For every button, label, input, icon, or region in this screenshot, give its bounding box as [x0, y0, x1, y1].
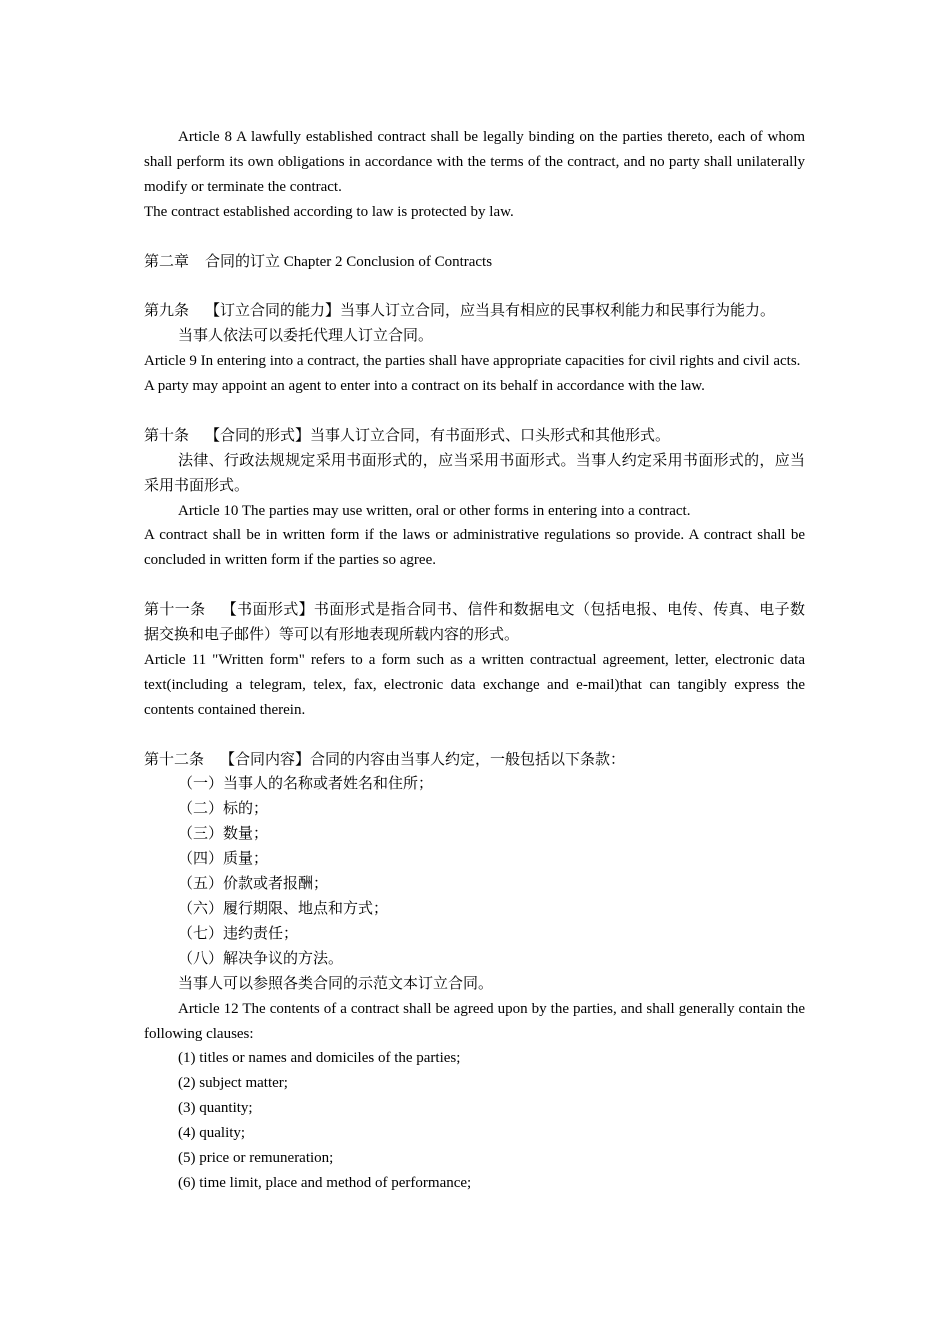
- article-12-zh-paragraph-2: 当事人可以参照各类合同的示范文本订立合同。: [178, 975, 494, 992]
- list-item: （二）标的；: [178, 801, 269, 818]
- article-8-en-paragraph-1: Article 8 A lawfully established contract shall be legally binding on the parties thereto, each of whom shall perform its own obligations in accordance with the terms of the contract, and no party shall unilaterally modify or terminate the contract.: [144, 129, 805, 195]
- article-text: 【合同的形式】当事人订立合同，有书面形式、口头形式和其他形式。: [205, 427, 671, 444]
- list-item: (4) quality;: [178, 1125, 246, 1142]
- article-9-en-paragraph-1: Article 9 In entering into a contract, the parties shall have appropriate capacities for civil rights and civil acts.: [144, 353, 801, 370]
- document-page: [144, 125, 805, 1196]
- article-text: 【合同内容】合同的内容由当事人约定，一般包括以下条款：: [220, 751, 626, 768]
- article-number: 第十一条: [144, 602, 206, 619]
- article-number: 第十条: [144, 427, 190, 444]
- list-item: （六）履行期限、地点和方式；: [178, 901, 389, 918]
- article-9-en-paragraph-2: A party may appoint an agent to enter into a contract on its behalf in accordance with the law.: [144, 378, 705, 395]
- article-10-en-paragraph-1: Article 10 The parties may use written, oral or other forms in entering into a contract.: [178, 502, 691, 519]
- article-text: 【书面形式】书面形式是指合同书、信件和数据电文（包括电报、电传、传真、电子数据交换和电子邮件）等可以有形地表现所载内容的形式。: [144, 602, 805, 644]
- article-9-zh-paragraph-2: 当事人依法可以委托代理人订立合同。: [178, 328, 434, 345]
- article-12-en-paragraph-1: Article 12 The contents of a contract shall be agreed upon by the parties, and shall generally contain the following clauses:: [144, 1000, 805, 1042]
- list-item: (6) time limit, place and method of performance;: [178, 1174, 472, 1191]
- list-item: (1) titles or names and domiciles of the parties;: [178, 1050, 461, 1067]
- article-number: 第十二条: [144, 751, 205, 768]
- list-item: （一）当事人的名称或者姓名和住所；: [178, 776, 434, 793]
- list-item: (3) quantity;: [178, 1100, 253, 1117]
- article-11-zh-paragraph-1: [144, 598, 805, 648]
- list-item: (2) subject matter;: [178, 1075, 288, 1092]
- list-item: （五）价款或者报酬；: [178, 876, 329, 893]
- list-item: （四）质量；: [178, 851, 269, 868]
- article-10-zh-paragraph-1: [144, 424, 805, 449]
- chapter-title: 合同的订立 Chapter 2 Conclusion of Contracts: [205, 253, 493, 270]
- article-11-en-paragraph-1: Article 11 "Written form" refers to a form such as a written contractual agreement, letter, electronic data text(including a telegram, telex, fax, electronic data exchange and e-mail)that can tangibly express the contents contained therein.: [144, 651, 805, 718]
- list-item: （七）违约责任；: [178, 925, 299, 942]
- list-item: (5) price or remuneration;: [178, 1150, 334, 1167]
- list-item: （八）解决争议的方法。: [178, 950, 344, 967]
- article-10-en-paragraph-2: A contract shall be in written form if the laws or administrative regulations so provide. A contract shall be concluded in written form if the parties so agree.: [144, 527, 805, 569]
- chapter-2-heading: [144, 250, 805, 275]
- article-number: 第九条: [144, 303, 190, 320]
- article-10-zh-paragraph-2: 法律、行政法规规定采用书面形式的，应当采用书面形式。当事人约定采用书面形式的，应当采用书面形式。: [144, 452, 805, 494]
- article-8-en-paragraph-2: The contract established according to law is protected by law.: [144, 203, 514, 220]
- chapter-number: 第二章: [144, 253, 190, 270]
- list-item: （三）数量；: [178, 826, 269, 843]
- article-text: 【订立合同的能力】当事人订立合同，应当具有相应的民事权利能力和民事行为能力。: [205, 303, 776, 320]
- article-12-zh-paragraph-1: [144, 748, 805, 773]
- article-9-zh-paragraph-1: [144, 299, 805, 324]
